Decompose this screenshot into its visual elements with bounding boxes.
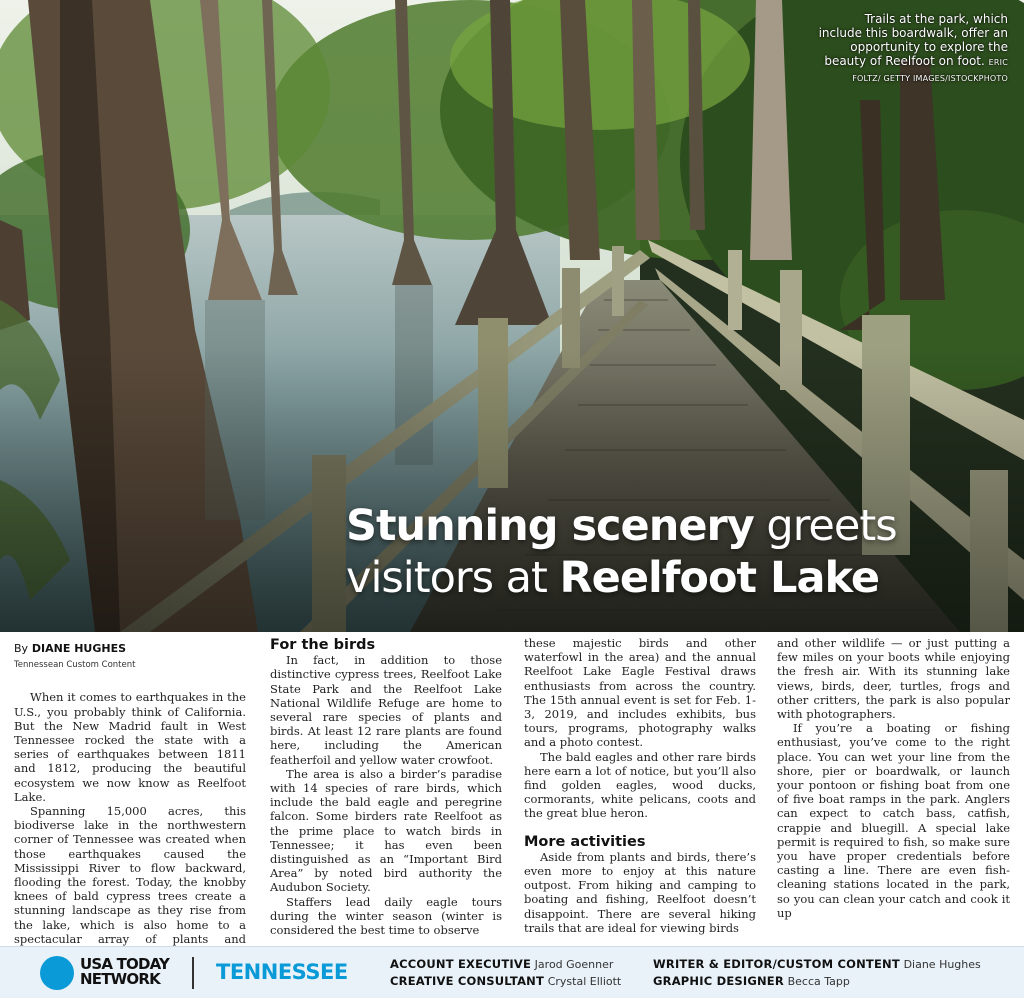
paragraph: and other wildlife — or just putting a few miles on your boots while enjoying the fresh air. With its stunning lake views, birds, deer, turtles, frogs and other critters, the park is also popular with photographers. [777, 636, 1010, 722]
paragraph: Aside from plants and birds, there’s even more to enjoy at this nature outpost. From hiking and camping to boating and fishing, Reelfoot doesn’t disappoint. There are several hiking trails that are ideal for viewing birds [524, 849, 756, 935]
logo-line-1: USA TODAY [80, 955, 170, 973]
credits-group-1 [390, 956, 621, 990]
paragraph: The area is also a birder’s paradise with 14 species of rare birds, which include the bald eagle and peregrine falcon. Some birders rate Reelfoot as the prime place to watch birds in Tennessee; it has even been distinguished as an “Important Bird Area” by noted bird authority the Audubon Society. [270, 766, 502, 895]
article-column-2 [270, 636, 502, 942]
byline-author: DIANE HUGHES [31, 642, 127, 655]
usa-today-logo-icon [40, 956, 74, 990]
credits-group-2 [653, 956, 981, 990]
headline [346, 500, 1006, 604]
subhead-for-the-birds: For the birds [270, 637, 376, 653]
headline-line1-light: greets [766, 501, 897, 551]
state-name: TENNESSEE [216, 960, 348, 984]
paragraph: When it comes to earthquakes in the U.S., you probably think of California. But the New Madrid fault in West Tennessee rocked the state with a series of earthquakes between 1811 and 1812, producing the beautiful ecosystem we now know as Reelfoot Lake. [14, 690, 246, 804]
byline-affiliation: Tennessean Custom Content [14, 660, 136, 671]
footer-bar [0, 946, 1024, 998]
paragraph: Spanning 15,000 acres, this biodiverse lake in the northwestern corner of Tennessee was created when those earthquakes caused the Mississippi River to flow backward, flooding the forest. Today, the knobby knees of bald cypress trees create a stunning landscape as they rise from the lake, which is also home to a spectacular array of plants and [14, 804, 246, 946]
credit-role: CREATIVE CONSULTANT [390, 974, 545, 988]
footer-divider [192, 957, 194, 989]
paragraph: If you’re a boating or fishing enthusiast, you’ve come to the right place. You can wet your line from the shore, pier or boardwalk, or launch your pontoon or fishing boat from one of five boat ramps in the park. Anglers can expect to catch bass, catfish, crappie and bluegill. A special lake permit is required to fish, so make sure you have proper credentials before casting a line. There are even fish-cleaning stations located in the park, so you can clean your catch and cook it up [777, 721, 1010, 920]
byline [14, 642, 246, 656]
article-column-3 [524, 636, 756, 942]
paragraph: these majestic birds and other waterfowl in the area) and the annual Reelfoot Lake Eagle Festival draws enthusiasts from across the country. The 15th annual event is set for Feb. 1-3, 2019, and includes exhibits, bus tours, programs, photography walks and a photo contest. [524, 636, 756, 750]
headline-line2-bold: Reelfoot Lake [559, 553, 880, 603]
byline-prefix: By [14, 642, 29, 655]
caption-text: Trails at the park, which include this boardwalk, offer an opportunity to explore the beauty of Reelfoot on foot. [818, 12, 1008, 68]
article-body [14, 636, 1010, 946]
headline-line2-light: visitors at [346, 553, 547, 603]
article-column-1 [14, 636, 246, 946]
network-logo-text [80, 957, 180, 987]
credit-role: ACCOUNT EXECUTIVE [390, 957, 532, 971]
subhead-more-activities: More activities [524, 833, 646, 850]
credit-name: Crystal Elliott [547, 975, 622, 988]
credit-name: Jarod Goenner [534, 958, 614, 971]
credit-name: Becca Tapp [787, 975, 850, 988]
paragraph: Staffers lead daily eagle tours during the winter season (winter is considered the best time to observe [270, 894, 502, 938]
paragraph: In fact, in addition to those distinctive cypress trees, Reelfoot Lake State Park and the Reelfoot Lake National Wildlife Refuge are home to several rare species of plants and birds. At least 12 rare plants are found here, including the American featherfoil and yellow water crowfoot. [270, 653, 502, 767]
credit-role: GRAPHIC DESIGNER [653, 974, 784, 988]
credit-name: Diane Hughes [903, 958, 981, 971]
photo-caption [818, 12, 1008, 86]
credit-role: WRITER & EDITOR/CUSTOM CONTENT [653, 957, 900, 971]
article-column-4 [777, 636, 1010, 942]
photo-credit: ERIC FOLTZ/ GETTY IMAGES/ISTOCKPHOTO [852, 58, 1008, 83]
logo-line-2: NETWORK [80, 970, 160, 988]
headline-line1-bold: Stunning scenery [346, 501, 754, 551]
paragraph: The bald eagles and other rare birds here earn a lot of notice, but you’ll also find golden eagles, wood ducks, cormorants, white pelicans, coots and the great blue heron. [524, 749, 756, 821]
